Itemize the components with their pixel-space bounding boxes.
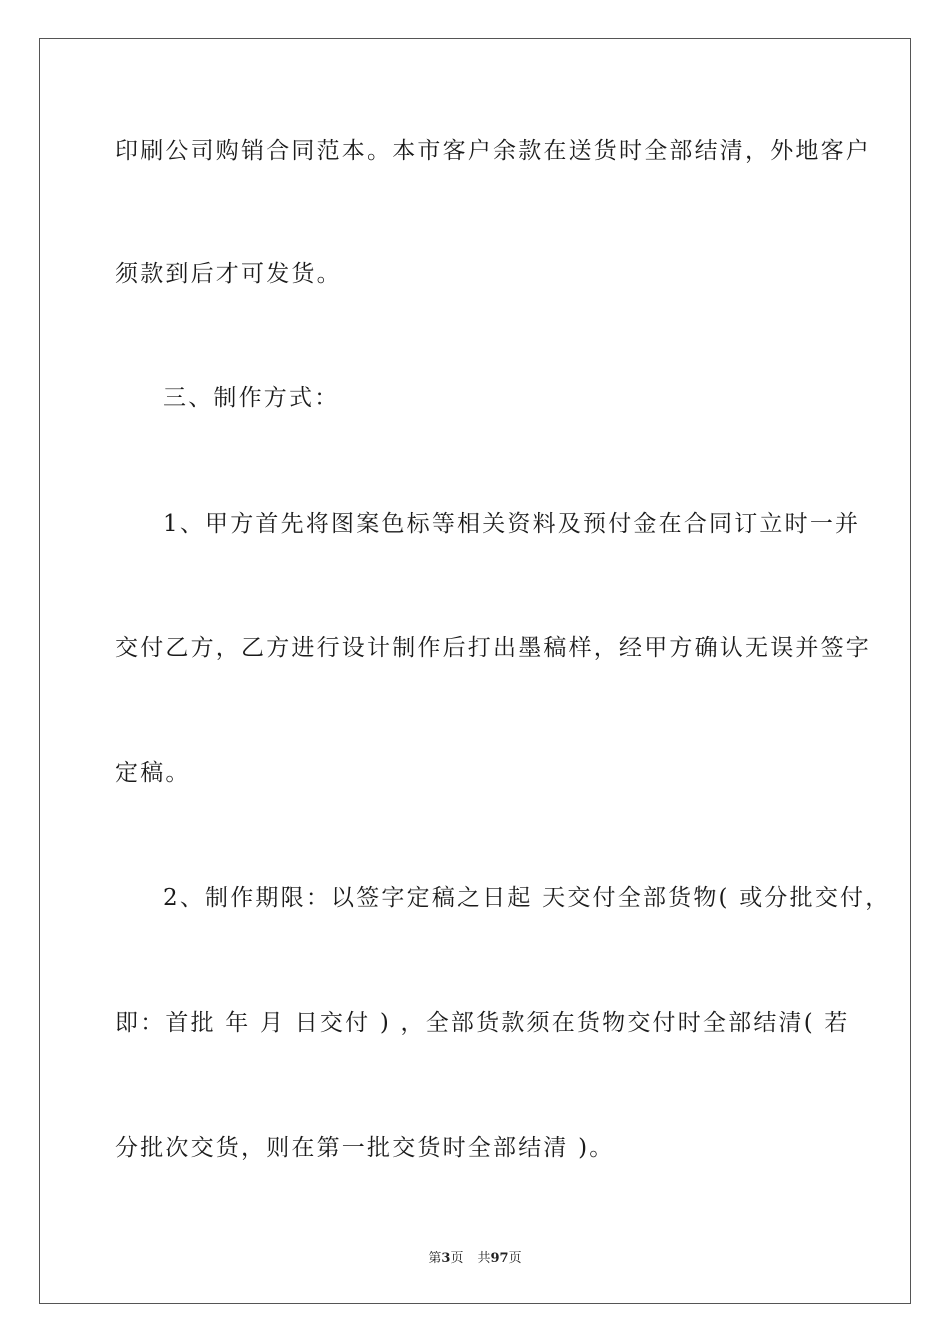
total-prefix: 共: [477, 1251, 491, 1266]
body-line-1: 印刷公司购销合同范本。本市客户余款在送货时全部结清，外地客户: [115, 138, 871, 164]
body-line-6: 定稿。: [115, 760, 191, 786]
body-line-2: 须款到后才可发货。: [115, 261, 342, 287]
page-number: 3: [441, 1251, 451, 1266]
total-pages: 97: [490, 1251, 509, 1266]
body-line-4: 1、甲方首先将图案色标等相关资料及预付金在合同订立时一并: [163, 511, 861, 537]
page-footer: [0, 1247, 950, 1266]
total-suffix: 页: [508, 1251, 522, 1266]
body-line-9: 分批次交货，则在第一批交货时全部结清 )。: [115, 1135, 615, 1161]
page-border: [39, 38, 911, 1304]
body-line-5: 交付乙方，乙方进行设计制作后打出墨稿样，经甲方确认无误并签字: [115, 635, 871, 661]
section-heading: 三、制作方式：: [163, 385, 340, 411]
body-line-8: 即：首批 年 月 日交付 ) ，全部货款须在货物交付时全部结清( 若: [115, 1010, 850, 1036]
body-line-7: 2、制作期限：以签字定稿之日起 天交付全部货物( 或分批交付，: [163, 885, 891, 911]
page-suffix: 页: [450, 1251, 464, 1266]
page-prefix: 第: [428, 1251, 442, 1266]
